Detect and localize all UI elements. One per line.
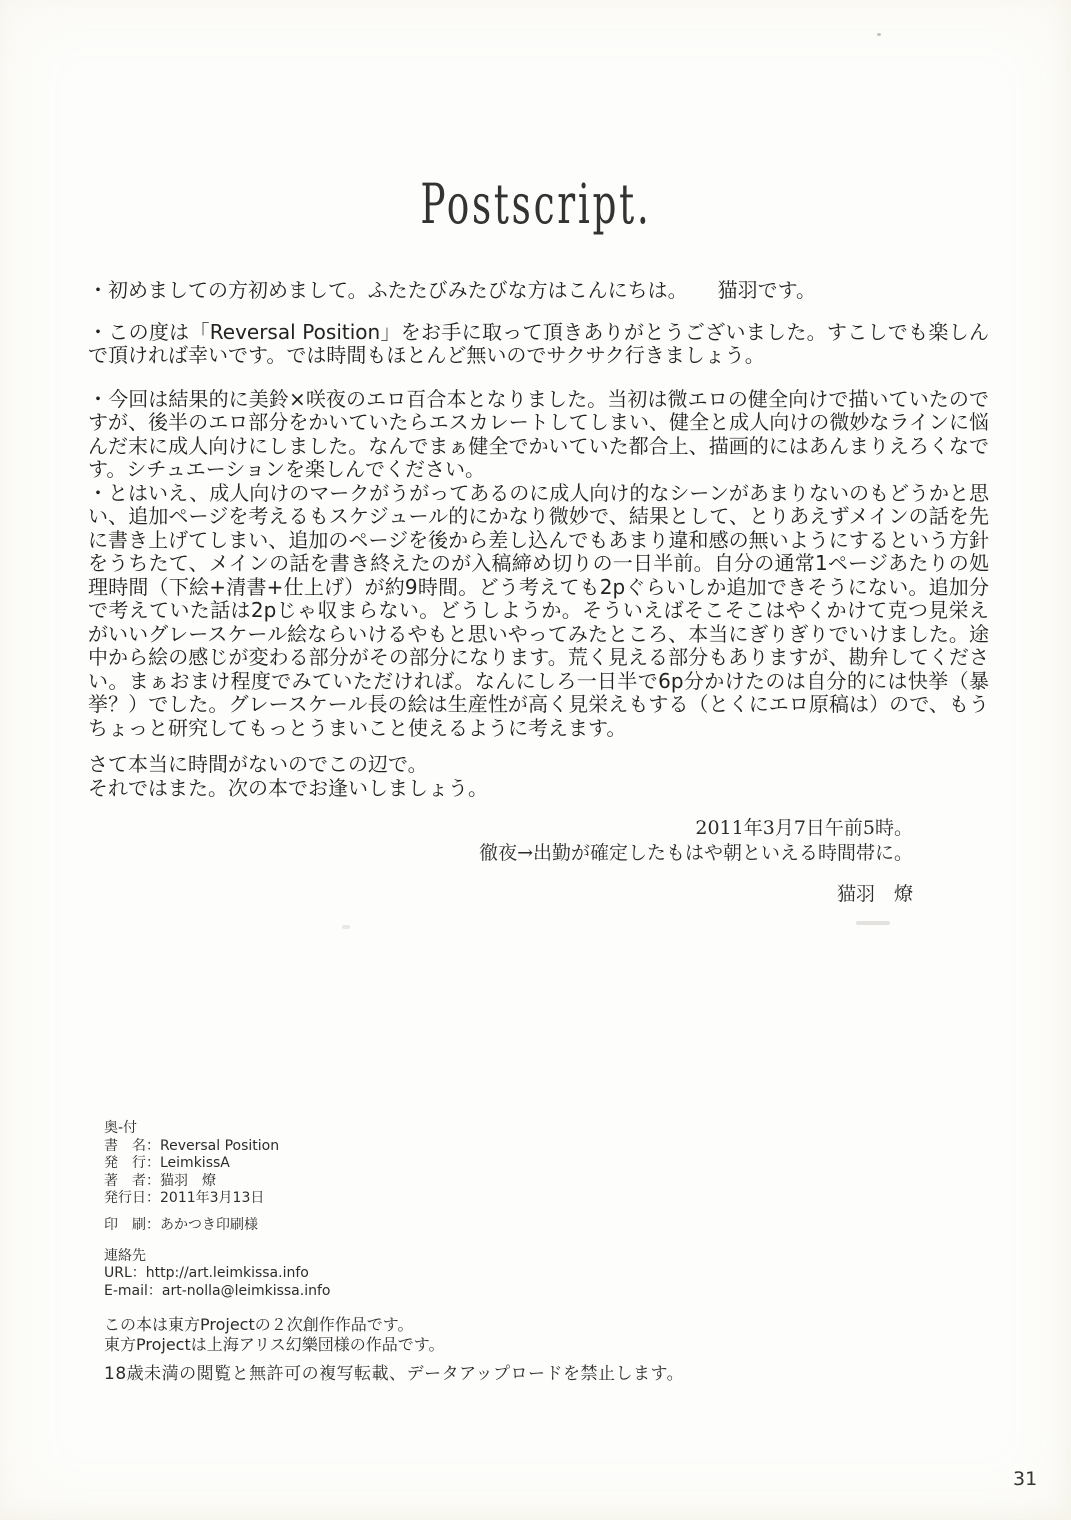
colophon-spacer — [104, 1208, 330, 1217]
page-title-text: Postscript. — [419, 172, 652, 236]
colophon-row-printer: 印 刷：あかつき印刷様 — [104, 1216, 258, 1233]
derivative-work-note: この本は東方Projectの２次創作作品です。 — [104, 1315, 414, 1334]
paragraph-production-notes: ・とはいえ、成人向けのマークがうがってあるのに成人向け的なシーンがあまりないのもどうかと思い、追加ページを考えるもスケジュール的にかなり微妙で、結果として、とりあえずメインの話を先に書き上げてしまい、追加のページを後から差し込んでもあまり違和感の無いようにするという方針をうちたて、メインの話を書き終えたのが入稿締め切りの一日半前。自分の通常1ページあたりの処理時間（下絵+清書+仕上げ）が約9時間。どう考えても2pぐらいしか追加できそうにない。追加分で考えていた話は2pじゃ収まらない。どうしようか。そういえばそこそこはやくかけて克つ見栄えがいいグレースケール絵ならいけるやもと思いやってみたところ、本当にぎりぎりでいけました。途中から絵の感じが変わる部分がその部分になります。荒く見える部分もありますが、勘弁してください。まぁおまけ程度でみていただければ。なんにしろ一日半で6p分かけたのは自分的には快挙（暴挙？）でした。グレースケール長の絵は生産性が高く見栄えもする（とくにエロ原稿は）ので、もうちょっと研究してもっとうまいこと使えるように考えます。 — [88, 480, 989, 740]
contact-heading: 連絡先 — [104, 1247, 146, 1264]
colophon-row-author: 著 者：猫羽 燎 — [104, 1172, 216, 1189]
closing-lines — [88, 753, 989, 800]
colophon-row-publish-date: 発行日：2011年3月13日 — [104, 1190, 265, 1207]
date-context-line: 徹夜→出勤が確定したもはや朝といえる時間帯に。 — [479, 841, 913, 864]
colophon-row-title: 書 名：Reversal Position — [104, 1137, 280, 1154]
paragraph-about-book: ・今回は結果的に美鈴×咲夜のエロ百合本となりました。当初は微エロの健全向けで描いていたのですが、後半のエロ部分をかいていたらエスカレートしてしまい、健全と成人向けの微妙なラインに悩んだ末に成人向けにしました。なんでまぁ健全でかいていた都合上、描画的にはあんまりえろくなです。シチュエーションを楽しんでください。 — [88, 386, 989, 481]
scan-artifact-smudge — [342, 925, 350, 929]
page-title — [0, 172, 1071, 236]
paragraph-thanks: ・この度は「Reversal Position」をお手に取って頂きありがとうございました。すこしでも楽しんで頂ければ幸いです。では時間もほとんど無いのでサクサク行きましょう。 — [88, 319, 989, 367]
closing-line-1: さて本当に時間がないのでこの辺で。 — [88, 752, 428, 776]
age-restriction-note: 18歳未満の閲覧と無許可の複写転載、データアップロードを禁止します。 — [104, 1364, 685, 1384]
postscript-body — [88, 279, 989, 800]
contact-email: E-mail：art-nolla@leimkissa.info — [104, 1282, 331, 1299]
copyright-owner-note: 東方Projectは上海アリス幻樂団様の作品です。 — [104, 1335, 445, 1354]
colophon-spacer — [104, 1235, 330, 1248]
colophon — [104, 1120, 330, 1300]
page-number: 31 — [1013, 1468, 1038, 1490]
author-signature: 猫羽 燎 — [836, 883, 913, 905]
closing-line-2: それではまた。次の本でお逢いしましょう。 — [88, 775, 488, 800]
paragraph-greeting: ・初めましての方初めまして。ふたたびみたびな方はこんにちは。 猫羽です。 — [88, 278, 816, 302]
date-line: 2011年3月7日午前5時。 — [695, 817, 913, 839]
scan-artifact-smudge — [856, 921, 890, 925]
legal-notes — [104, 1315, 684, 1384]
contact-url: URL：http://art.leimkissa.info — [104, 1265, 309, 1282]
date-block — [479, 816, 913, 907]
colophon-row-publisher: 発 行：LeimkissA — [104, 1155, 230, 1172]
scan-artifact-speck — [877, 33, 881, 36]
colophon-heading: 奥-付 — [104, 1120, 138, 1136]
